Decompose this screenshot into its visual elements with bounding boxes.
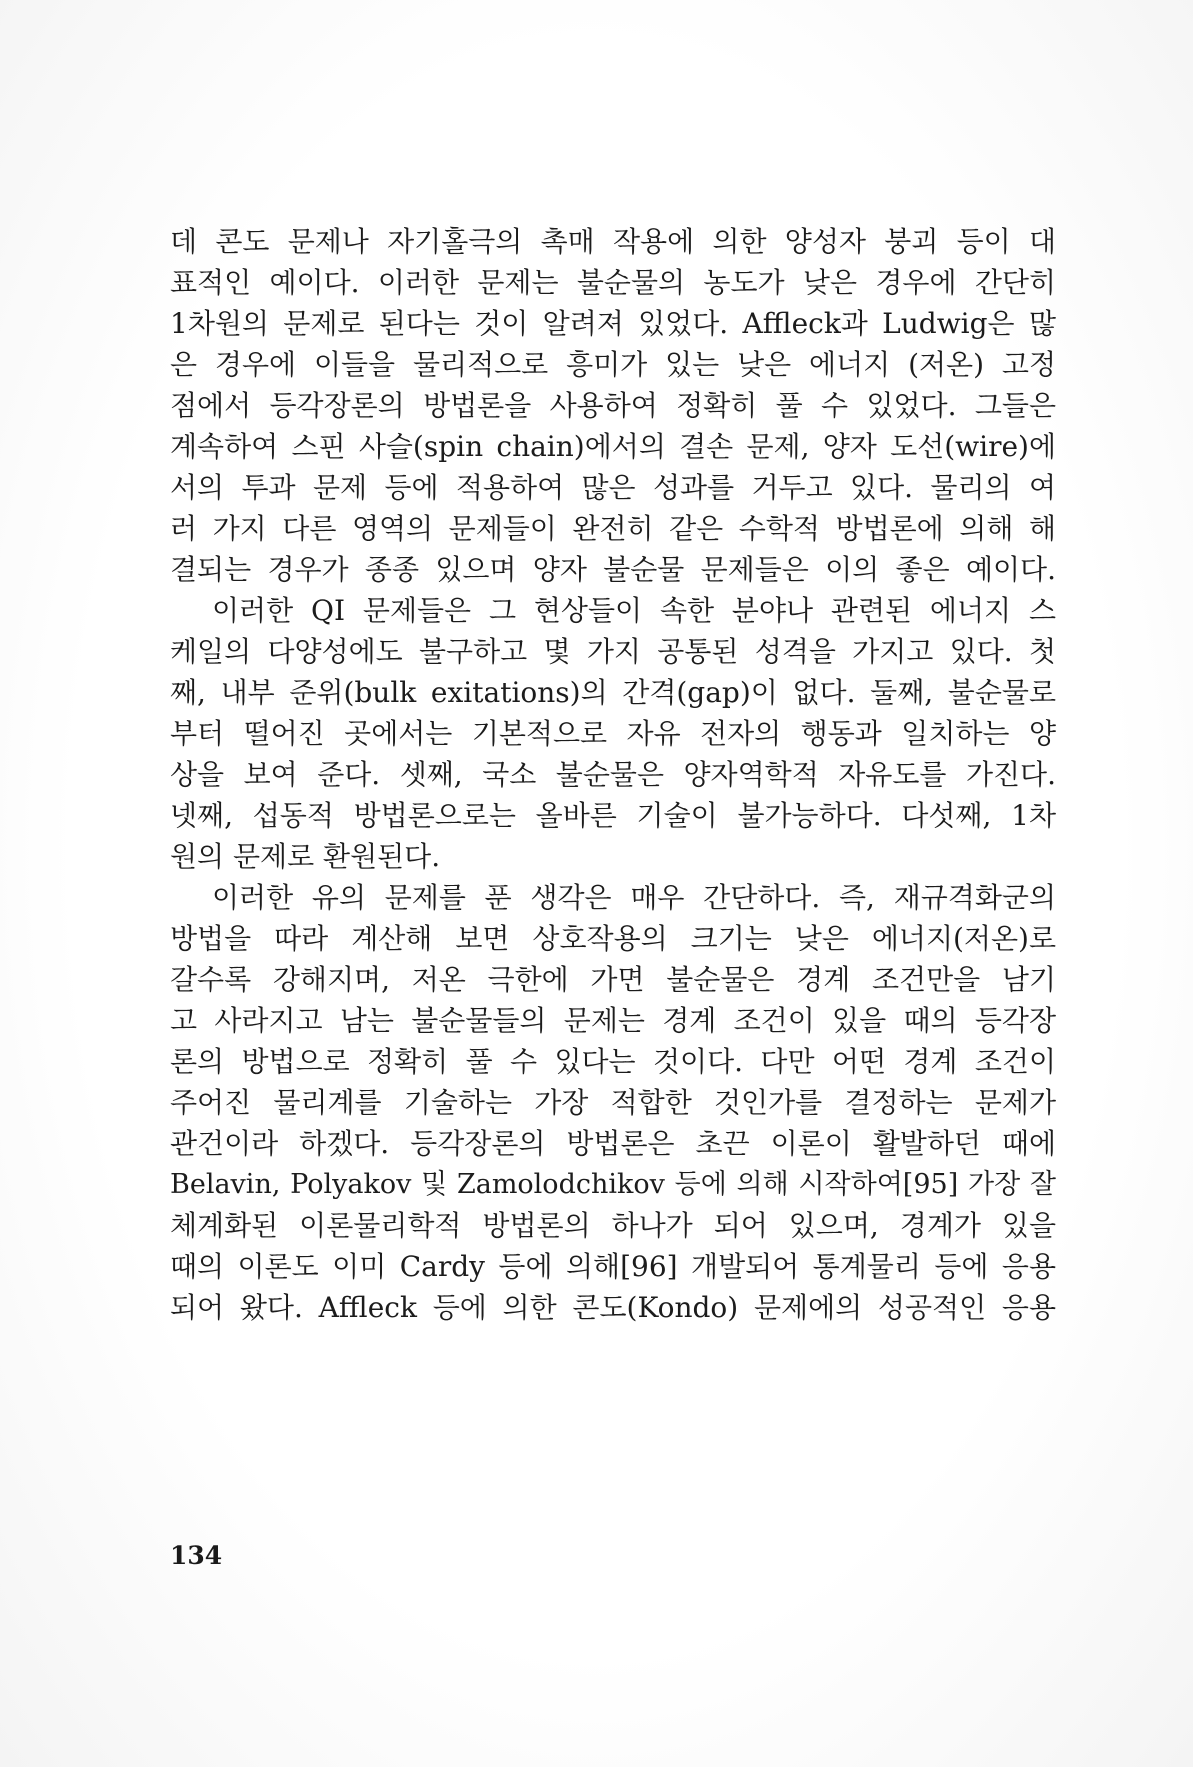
text-line: 은 경우에 이들을 물리적으로 흥미가 있는 낮은 에너지 (저온) 고정 [170,348,1056,381]
text-line: 표적인 예이다. 이러한 문제는 불순물의 농도가 낮은 경우에 간단히 [170,266,1056,299]
text-line: 넷째, 섭동적 방법론으로는 올바른 기술이 불가능하다. 다섯째, 1차 [170,799,1056,832]
text-line: 고 사라지고 남는 불순물들의 문제는 경계 조건이 있을 때의 등각장 [170,1004,1056,1037]
paragraph-2 [170,590,1056,877]
text-line: 데 콘도 문제나 자기홀극의 촉매 작용에 의한 양성자 붕괴 등이 대 [170,225,1056,258]
text-line: 점에서 등각장론의 방법론을 사용하여 정확히 풀 수 있었다. 그들은 [170,389,1056,422]
text-line: 결되는 경우가 종종 있으며 양자 불순물 문제들은 이의 좋은 예이다. [170,553,1056,586]
paragraph-3 [170,877,1056,1328]
text-line: 서의 투과 문제 등에 적용하여 많은 성과를 거두고 있다. 물리의 여 [170,471,1056,504]
text-line: 계속하여 스핀 사슬(spin chain)에서의 결손 문제, 양자 도선(wire)에 [170,430,1056,463]
paragraph-1 [170,221,1056,590]
text-line: 케일의 다양성에도 불구하고 몇 가지 공통된 성격을 가지고 있다. 첫 [170,635,1056,668]
text-line: 관건이라 하겠다. 등각장론의 방법론은 초끈 이론이 활발하던 때에 [170,1127,1056,1160]
text-line: 이러한 유의 문제를 푼 생각은 매우 간단하다. 즉, 재규격화군의 [212,881,1056,914]
text-line: 론의 방법으로 정확히 풀 수 있다는 것이다. 다만 어떤 경계 조건이 [170,1045,1056,1078]
text-line: 러 가지 다른 영역의 문제들이 완전히 같은 수학적 방법론에 의해 해 [170,512,1056,545]
text-line: 주어진 물리계를 기술하는 가장 적합한 것인가를 결정하는 문제가 [170,1086,1056,1119]
text-line: 이러한 QI 문제들은 그 현상들이 속한 분야나 관련된 에너지 스 [212,594,1056,627]
text-line: 부터 떨어진 곳에서는 기본적으로 자유 전자의 행동과 일치하는 양 [170,717,1056,750]
text-line: 갈수록 강해지며, 저온 극한에 가면 불순물은 경계 조건만을 남기 [170,963,1056,996]
text-line: 때의 이론도 이미 Cardy 등에 의해[96] 개발되어 통계물리 등에 응용 [170,1250,1056,1283]
text-line: 체계화된 이론물리학적 방법론의 하나가 되어 있으며, 경계가 있을 [170,1209,1056,1242]
text-line: 방법을 따라 계산해 보면 상호작용의 크기는 낮은 에너지(저온)로 [170,922,1056,955]
text-line: Belavin, Polyakov 및 Zamolodchikov 등에 의해 시작하여[95] 가장 잘 [170,1169,1056,1200]
text-line: 원의 문제로 환원된다. [170,840,441,873]
page-number: 134 [170,1541,223,1570]
body-text [170,221,1056,1328]
text-line: 상을 보여 준다. 셋째, 국소 불순물은 양자역학적 자유도를 가진다. [170,758,1056,791]
text-line: 되어 왔다. Affleck 등에 의한 콘도(Kondo) 문제에의 성공적인 응용 [170,1291,1056,1324]
text-line: 1차원의 문제로 된다는 것이 알려져 있었다. Affleck과 Ludwig은 많 [170,307,1056,340]
text-line: 째, 내부 준위(bulk exitations)의 간격(gap)이 없다. 둘째, 불순물로 [170,676,1056,709]
